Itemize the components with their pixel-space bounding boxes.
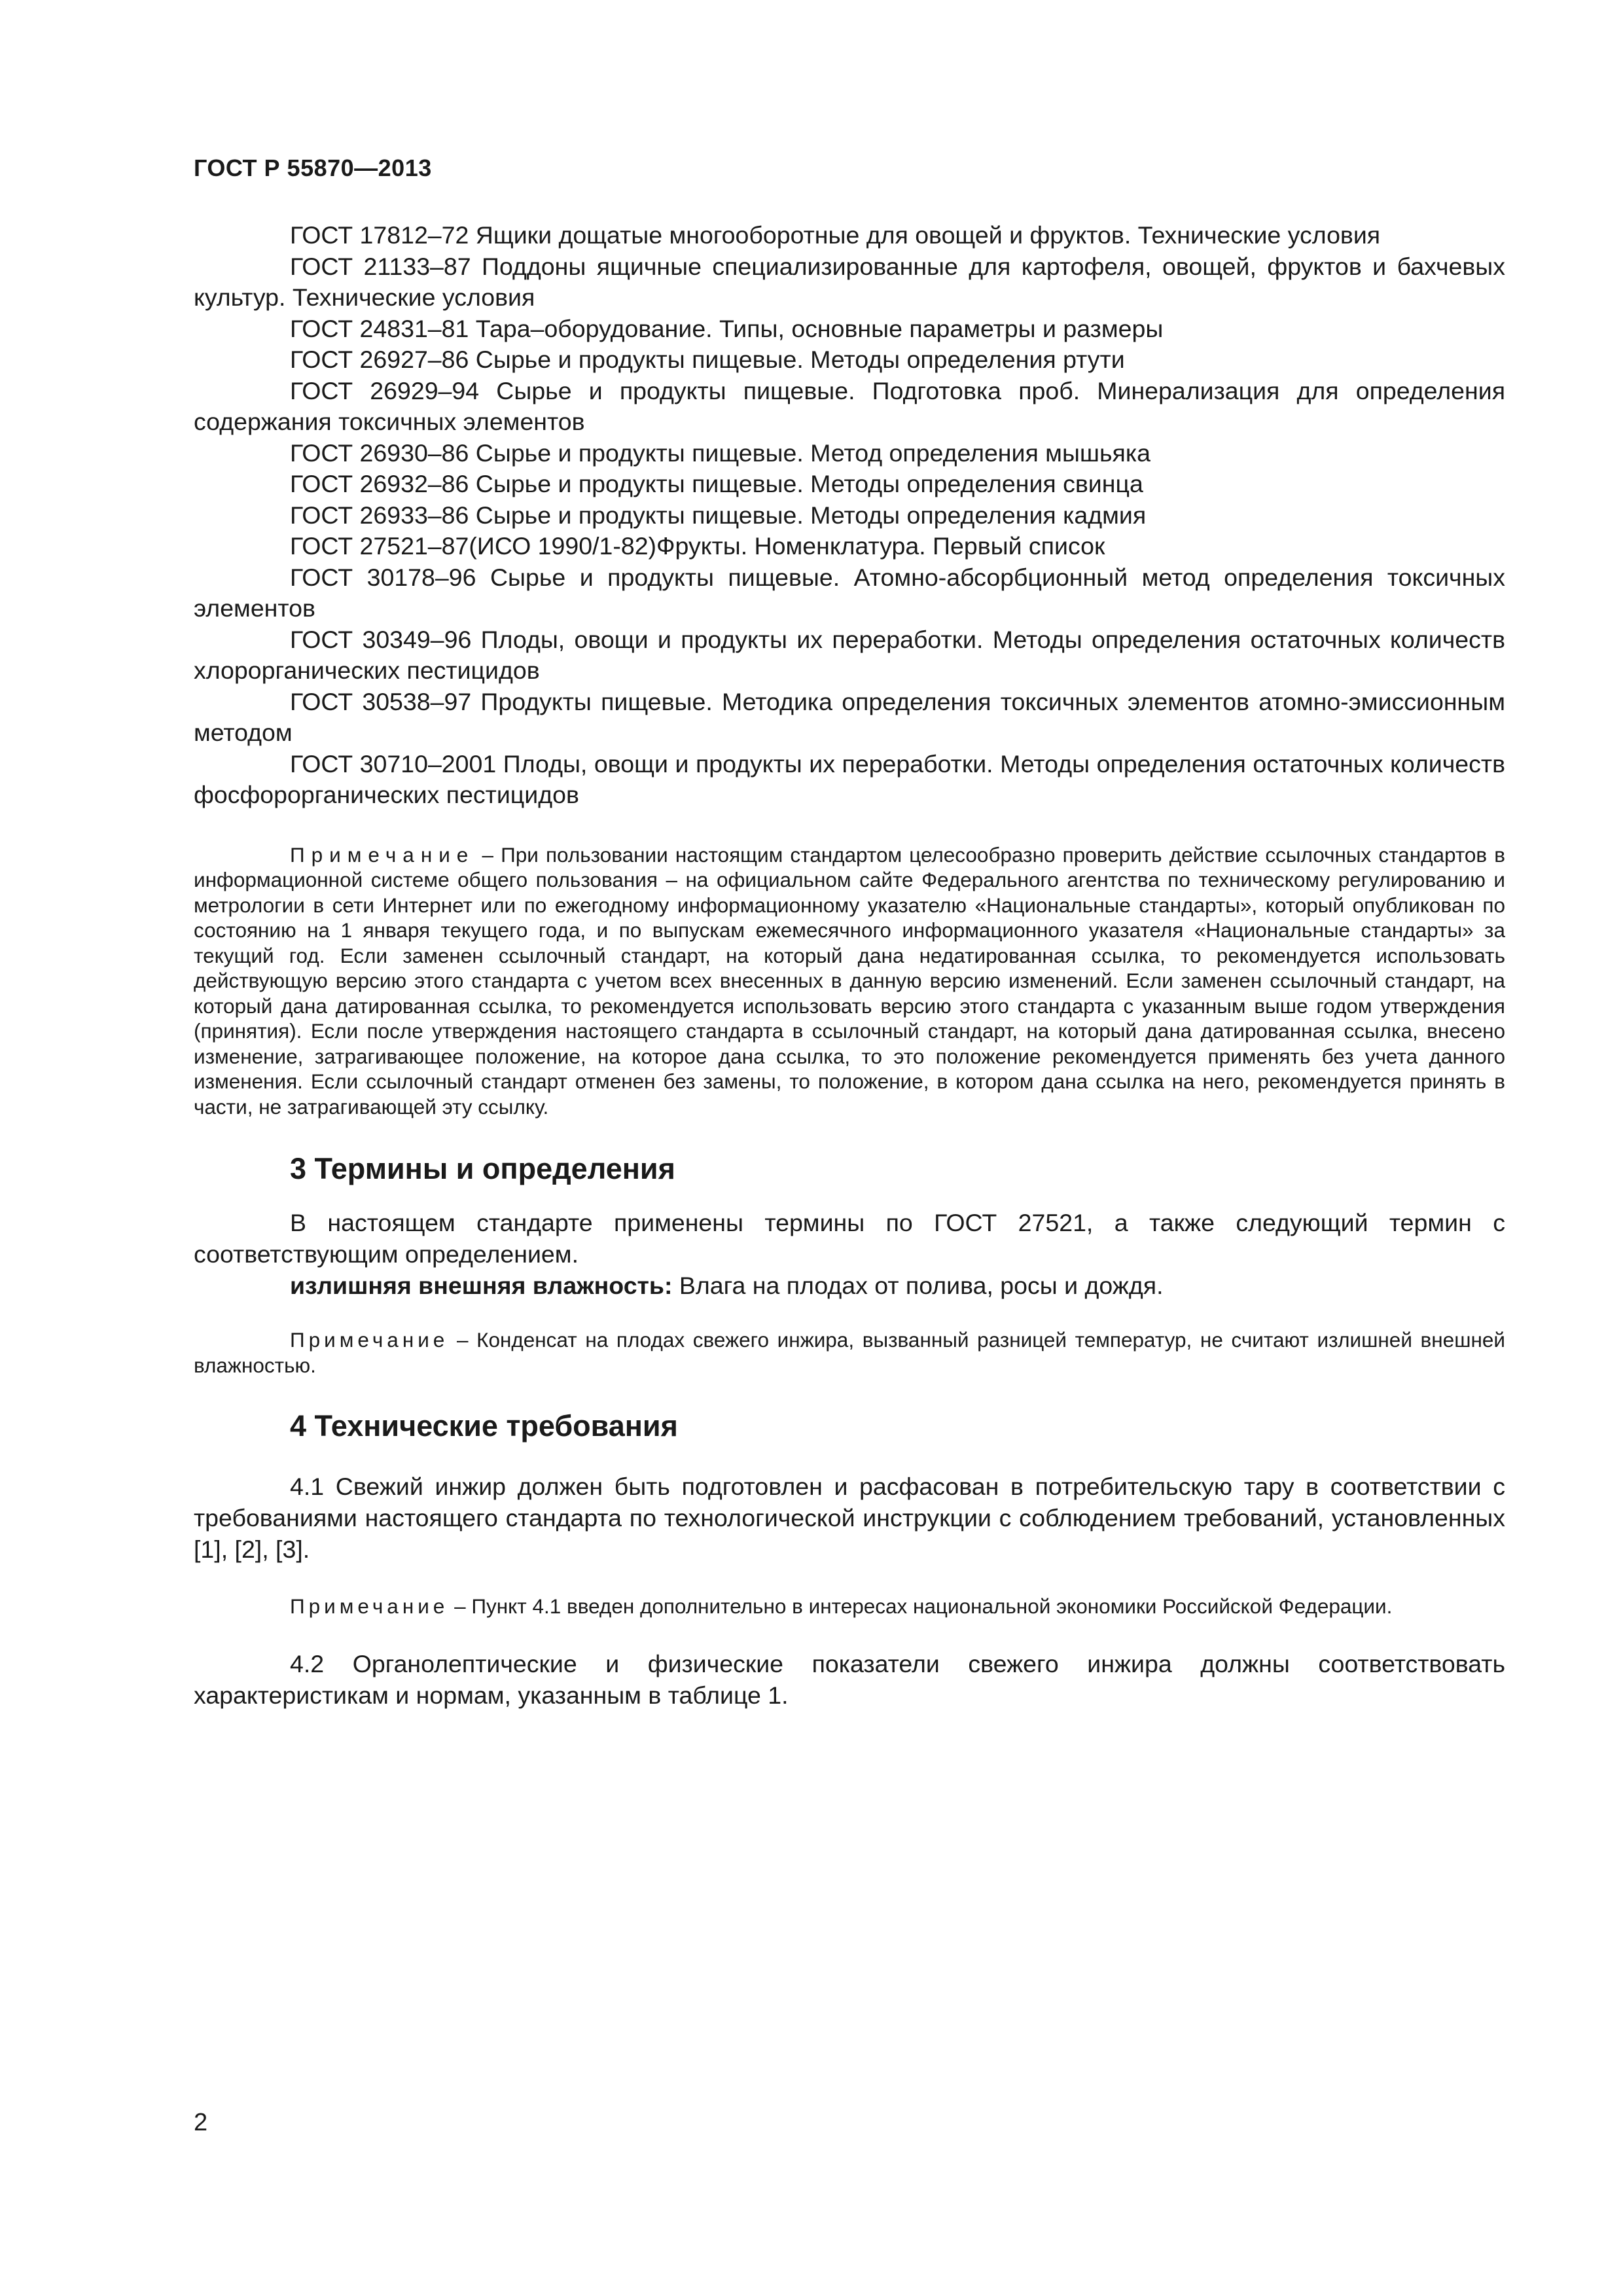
term-definition xyxy=(194,1270,1505,1301)
note-label: Примечание xyxy=(290,842,475,867)
reference-item: ГОСТ 17812–72 Ящики дощатые многооборотные для овощей и фруктов. Технические условия xyxy=(290,221,1381,249)
reference-item: ГОСТ 21133–87 Поддоны ящичные специализированные для картофеля, овощей, фруктов и бахчевых культур. Технические условия xyxy=(194,252,1505,311)
reference-item: ГОСТ 27521–87(ИСО 1990/1-82)Фрукты. Номенклатура. Первый список xyxy=(290,532,1105,560)
term-text: Влага на плодах от полива, росы и дождя. xyxy=(672,1272,1164,1299)
reference-item: ГОСТ 30710–2001 Плоды, овощи и продукты их переработки. Методы определения остаточных количеств фосфорорганических пестицидов xyxy=(194,749,1505,808)
reference-item: ГОСТ 26927–86 Сырье и продукты пищевые. Методы определения ртути xyxy=(290,346,1125,373)
paragraph-4-1-note xyxy=(194,1594,1505,1619)
reference-item: ГОСТ 30538–97 Продукты пищевые. Методика определения токсичных элементов атомно-эмиссионным методом xyxy=(194,687,1505,746)
note-label: Примечание xyxy=(290,1328,449,1352)
reference-item: ГОСТ 26932–86 Сырье и продукты пищевые. Методы определения свинца xyxy=(290,470,1143,497)
reference-item: ГОСТ 26929–94 Сырье и продукты пищевые. Подготовка проб. Минерализация для определения содержания токсичных элементов xyxy=(194,376,1505,435)
reference-item: ГОСТ 30349–96 Плоды, овощи и продукты их переработки. Методы определения остаточных количеств хлорорганических пестицидов xyxy=(194,625,1505,684)
term-name: излишняя внешняя влажность: xyxy=(290,1272,673,1299)
page-number: 2 xyxy=(194,2109,208,2136)
note-text: – При пользовании настоящим стандартом целесообразно проверить действие ссылочных стандартов в информационной системе общего пользования – на официальном сайте Федерального агентства по техническому регулированию и метрологии в сети Интернет или по ежегодному информационному указателю «Национальные стандарты», который опубликован по состоянию на 1 января текущего года, и по выпускам ежемесячного информационного указателя «Национальные стандарты» за текущий год. Если заменен ссылочный стандарт, на который дана недатированная ссылка, то рекомендуется использовать действующую версию этого стандарта с учетом всех внесенных в данную версию изменений. Если заменен ссылочный стандарт, на который дана датированная ссылка, то рекомендуется использовать версию этого стандарта с указанным выше годом утверждения (принятия). Если после утверждения настоящего стандарта в ссылочный стандарт, на который дана датированная ссылка, внесено изменение, затрагивающее положение, на которое дана ссылка, то это положение рекомендуется применять без учета данного изменения. Если ссылочный стандарт отменен без замены, то положение, в котором дана ссылка на него, рекомендуется принять в части, не затрагивающей эту ссылку. xyxy=(194,842,1505,1119)
document-header: ГОСТ Р 55870—2013 xyxy=(194,154,432,181)
references-list xyxy=(194,220,1505,811)
section-3-intro: В настоящем стандарте применены термины по ГОСТ 27521, а также следующий термин с соответствующим определением. xyxy=(194,1209,1505,1268)
document-body xyxy=(194,220,1505,1711)
reference-item: ГОСТ 26933–86 Сырье и продукты пищевые. Методы определения кадмия xyxy=(290,501,1147,529)
references-note xyxy=(194,842,1505,1120)
reference-item: ГОСТ 24831–81 Тара–оборудование. Типы, основные параметры и размеры xyxy=(290,314,1164,342)
reference-item: ГОСТ 26930–86 Сырье и продукты пищевые. Метод определения мышьяка xyxy=(290,439,1150,467)
reference-item: ГОСТ 30178–96 Сырье и продукты пищевые. Атомно-абсорбционный метод определения токсичных элементов xyxy=(194,563,1505,622)
note-text: – Пункт 4.1 введен дополнительно в интересах национальной экономики Российской Федерации. xyxy=(448,1594,1393,1618)
section-4-heading: 4 Технические требования xyxy=(290,1409,678,1443)
paragraph-4-1: 4.1 Свежий инжир должен быть подготовлен и расфасован в потребительскую тару в соответствии с требованиями настоящего стандарта по технологической инструкции с соблюдением требований, установленных [1], [2], [3]. xyxy=(194,1473,1505,1563)
note-label: Примечание xyxy=(290,1594,449,1618)
section-3-heading: 3 Термины и определения xyxy=(290,1152,675,1185)
note-text: – Конденсат на плодах свежего инжира, вызванный разницей температур, не считают излишней внешней влажностью. xyxy=(194,1328,1505,1377)
section-3-note xyxy=(194,1327,1505,1378)
paragraph-4-2: 4.2 Органолептические и физические показатели свежего инжира должны соответствовать характеристикам и нормам, указанным в таблице 1. xyxy=(194,1649,1505,1709)
